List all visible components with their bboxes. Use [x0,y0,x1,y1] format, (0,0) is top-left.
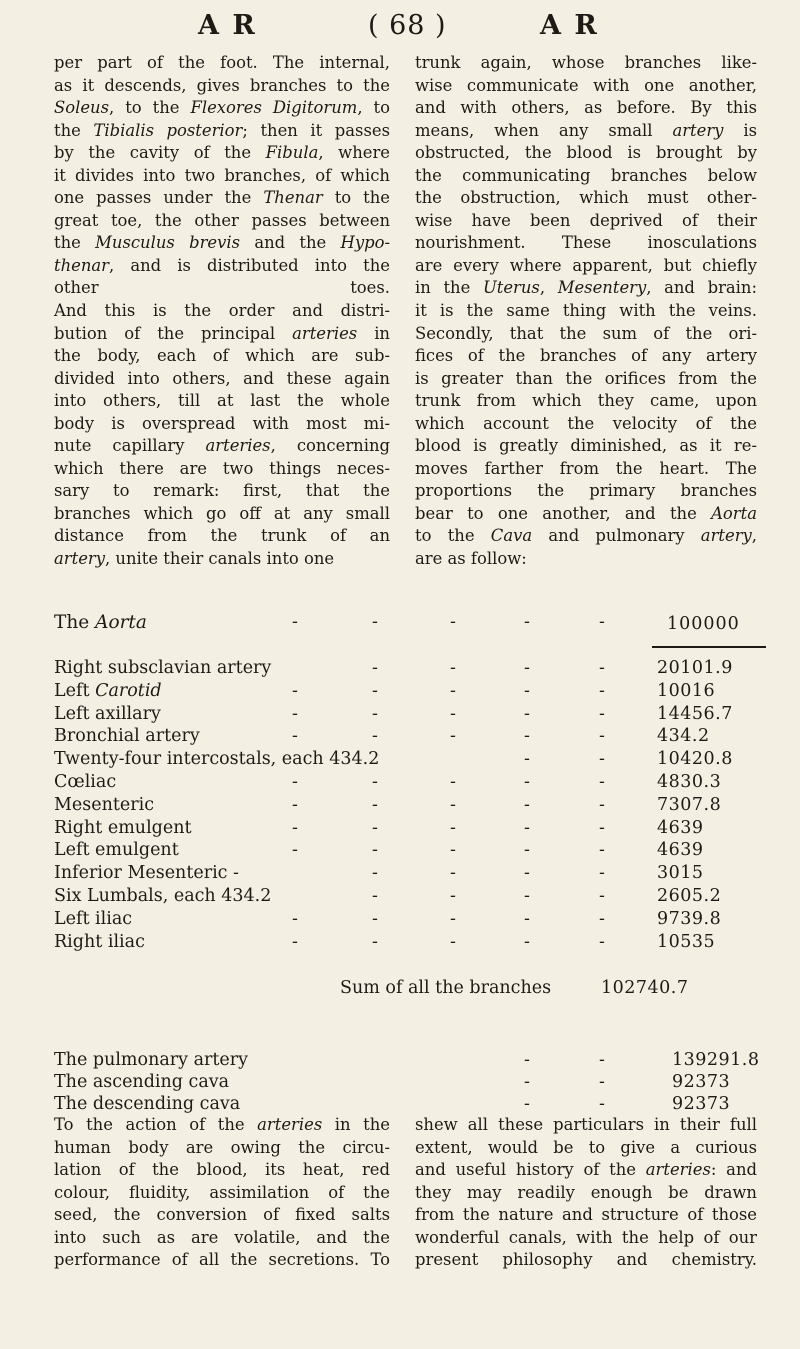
branch-label: Mesenteric [54,794,155,815]
leader-dash: - [599,885,605,906]
text-segment: wise have been deprived of their [415,210,757,230]
text-segment: are as follow: [415,549,527,569]
branch-label: Bronchial artery [54,726,200,747]
vessel-label: The descending cava [54,1094,241,1114]
text-segment: other toes. [54,278,390,298]
text-segment: they may readily enough be drawn [415,1182,757,1202]
branch-value: 10016 [657,680,716,701]
leader-dash: - [524,817,530,838]
leader-dash: - [524,840,530,861]
text-line [54,1137,390,1160]
leader-dash: - [524,658,530,678]
leader-dash: - [372,863,378,884]
text-line [415,1137,757,1160]
italic-term: artery [54,549,105,569]
branch-label: Twenty-four intercostals, each 434.2 [54,749,380,770]
leader-dash: - [372,680,378,701]
text-line [54,1159,390,1182]
text-segment: which there are two things neces- [54,458,390,478]
text-segment: , to [357,98,391,118]
text-segment: is greater than the orifices from the [415,368,757,388]
vessel-row [54,1072,774,1094]
text-line [54,97,390,120]
leader-dash: - [292,726,298,747]
text-line [54,1204,390,1227]
branch-row [54,840,774,863]
vessel-row [54,1094,774,1116]
text-segment: the [54,120,94,140]
leader-dash: - [450,885,456,906]
text-segment: is [723,120,757,140]
text-segment: as it descends, gives branches to the [54,75,390,95]
leader-dash: - [292,703,298,724]
text-line [54,1249,390,1272]
branch-value: 10420.8 [657,749,733,770]
branch-value: 10535 [657,931,716,952]
text-segment: per part of the foot. The internal, [54,53,390,72]
text-segment: to the [322,188,390,208]
leader-dash: - [372,840,378,861]
leader-dash: - [599,658,605,678]
text-line [415,120,757,143]
italic-term: Hypo- [340,233,390,253]
leader-dash: - [524,680,530,701]
text-line [54,165,390,188]
text-line [54,548,390,571]
italic-term: artery [700,526,752,546]
branch-value: 20101.9 [657,658,733,678]
italic-term: Tibialis posterior [93,120,243,140]
leader-dash: - [450,794,456,815]
text-segment: one passes under the [54,188,264,208]
text-line [54,345,390,368]
text-line [54,142,390,165]
leader-dash: - [292,840,298,861]
italic-term: Mesentery [557,278,647,298]
leader-dash: - [450,726,456,747]
text-segment: moves farther from the heart. The [415,458,757,478]
text-segment: sary to remark: first, that the [54,481,390,501]
text-line [415,255,757,278]
branch-row [54,704,774,727]
text-segment: : and [710,1160,757,1179]
leader-dash: - [599,726,605,747]
leader-dash: - [450,817,456,838]
text-segment: the communicating branches below [415,165,757,185]
text-segment: shew all these particulars in their full [415,1115,757,1134]
leader-dash: - [292,817,298,838]
text-segment: the [54,233,96,253]
italic-term: arteries [205,436,271,456]
text-segment: , [539,278,558,298]
leader-dash: - [450,771,456,792]
text-segment: obstructed, the blood is brought by [415,143,757,163]
text-line [54,300,390,323]
leader-dash: - [599,749,605,770]
leader-dash: - [450,680,456,701]
text-line [54,232,390,255]
branch-value: 9739.8 [657,908,722,929]
text-line [415,1204,757,1227]
leader-dash: - [599,1050,605,1070]
branch-row [54,886,774,909]
branch-row [54,681,774,704]
leader-dash: - [524,612,530,632]
text-line [54,210,390,233]
aorta-label-italic: Aorta [95,612,147,633]
leader-dash: - [450,908,456,929]
text-line [415,548,757,571]
text-line [54,390,390,413]
branch-row [54,818,774,841]
text-segment: bution of the principal [54,323,293,343]
sum-label: Sum of all the branches [340,978,552,998]
text-segment: from the nature and structure of those [415,1205,757,1224]
bottom-left-column [54,1114,390,1272]
text-line [415,323,757,346]
branch-value: 2605.2 [657,885,722,906]
italic-term: Thenar [263,188,323,208]
leader-dash: - [599,863,605,884]
leader-dash: - [524,749,530,770]
text-line [415,1182,757,1205]
text-line [415,232,757,255]
leader-dash: - [372,794,378,815]
italic-term: Musculus brevis [95,233,241,253]
leader-dash: - [524,1050,530,1070]
aorta-label-prefix: The [54,612,96,633]
text-segment: it divides into two branches, of which [54,165,390,185]
text-segment: And this is the order and distri- [54,301,390,321]
text-segment: and the [240,233,341,253]
leader-dash: - [599,680,605,701]
leader-dash: - [524,863,530,884]
leader-dash: - [599,840,605,861]
branch-row [54,795,774,818]
italic-term: arteries [645,1160,711,1179]
text-line [415,458,757,481]
leader-dash: - [292,680,298,701]
text-line [415,300,757,323]
header-left: A R [198,10,257,41]
leader-dash: - [292,612,298,632]
text-line [415,525,757,548]
branch-label: Inferior Mesenteric - [54,863,239,884]
text-segment: fices of the branches of any artery [415,346,757,366]
text-line [415,1249,757,1272]
vessel-value: 92373 [672,1094,731,1114]
text-line [415,480,757,503]
italic-term: Fibula [265,143,319,163]
italic-term: artery [672,120,724,140]
text-segment: into others, till at last the whole [54,391,390,411]
leader-dash: - [524,771,530,792]
text-segment: lation of the blood, its heat, red [54,1160,390,1179]
page-number: ( 68 ) [368,10,447,41]
text-line [54,503,390,526]
leader-dash: - [372,658,378,678]
text-segment: the body, each of which are sub- [54,346,390,366]
branch-row [54,909,774,932]
leader-dash: - [372,726,378,747]
branch-row [54,749,774,772]
branch-value: 7307.8 [657,794,722,815]
text-segment: great toe, the other passes between [54,210,390,230]
branch-label: Left iliac [54,908,133,929]
branch-label: Left emulgent [54,840,179,861]
leader-dash: - [599,771,605,792]
vessel-label: The pulmonary artery [54,1050,249,1070]
text-segment: divided into others, and these again [54,368,390,388]
text-segment: To the action of the [54,1115,258,1134]
text-line [415,277,757,300]
leader-dash: - [372,931,378,952]
branch-value: 14456.7 [657,703,733,724]
text-segment: by the cavity of the [54,143,266,163]
text-line [415,1114,757,1137]
text-line [54,1182,390,1205]
text-segment: and with others, as before. By this [415,98,757,118]
leader-dash: - [372,771,378,792]
leader-dash: - [292,908,298,929]
text-line [415,413,757,436]
bottom-right-column [415,1114,757,1272]
text-segment: distance from the trunk of an [54,526,390,546]
text-line [415,97,757,120]
leader-dash: - [524,931,530,952]
text-segment: , where [318,143,390,163]
text-segment: in the [415,278,483,298]
text-line [54,187,390,210]
text-segment: to the [415,526,491,546]
text-line [54,120,390,143]
leader-dash: - [599,703,605,724]
text-line [54,458,390,481]
italic-term: Uterus [482,278,540,298]
text-line [415,142,757,165]
branch-label: Right iliac [54,931,145,952]
text-segment: , concerning [270,436,390,456]
leader-dash: - [372,885,378,906]
text-segment: are every where apparent, but chiefly [415,255,757,275]
leader-dash: - [599,612,605,632]
text-line [54,323,390,346]
branch-value: 434.2 [657,726,710,747]
branch-value: 4639 [657,817,704,838]
leader-dash: - [372,817,378,838]
text-segment: in [357,323,390,343]
text-segment: human body are owing the circu- [54,1137,390,1157]
running-header [0,10,800,44]
branch-value: 3015 [657,863,704,884]
italic-term: arteries [292,323,358,343]
aorta-underline [652,646,766,648]
branch-label: Right emulgent [54,817,192,838]
leader-dash: - [524,885,530,906]
text-segment: into such as are volatile, and the [54,1227,390,1247]
text-line [415,165,757,188]
text-segment: wonderful canals, with the help of our [415,1227,757,1247]
vessel-label: The ascending cava [54,1072,230,1092]
branch-value: 4830.3 [657,771,722,792]
leader-dash: - [524,703,530,724]
left-column [54,52,390,571]
text-segment: trunk again, whose branches like- [415,53,757,72]
leader-dash: - [292,771,298,792]
text-line [415,368,757,391]
text-segment: seed, the conversion of fixed salts [54,1205,390,1224]
text-line [415,1227,757,1250]
italic-term: thenar [54,255,110,275]
aorta-label [54,612,147,633]
branch-label [54,681,162,701]
text-segment: nute capillary [54,436,206,456]
branch-label: Cœliac [54,771,117,792]
leader-dash: - [524,1072,530,1092]
text-segment: , [751,526,758,546]
leader-dash: - [599,908,605,929]
text-segment: Secondly, that the sum of the ori- [415,323,757,343]
text-line [415,435,757,458]
branch-row [54,726,774,749]
text-line [415,503,757,526]
leader-dash: - [372,703,378,724]
leader-dash: - [450,840,456,861]
aorta-value: 100000 [667,614,740,634]
leader-dash: - [450,703,456,724]
text-line [54,277,390,300]
branch-row [54,863,774,886]
text-segment: branches which go off at any small [54,503,390,523]
right-column [415,52,757,571]
leader-dash: - [524,908,530,929]
italic-term: Aorta [711,503,757,523]
leader-dash: - [524,794,530,815]
text-line [54,413,390,436]
sum-value: 102740.7 [601,978,689,998]
text-segment: wise communicate with one another, [415,75,757,95]
branch-value: 4639 [657,840,704,861]
text-line [415,1159,757,1182]
text-segment: ; then it passes [242,120,390,140]
leader-dash: - [450,863,456,884]
leader-dash: - [372,908,378,929]
text-segment: , to the [109,98,191,118]
text-line [415,75,757,98]
header-right: A R [540,10,599,41]
text-segment: nourishment. These inosculations [415,233,757,253]
text-line [415,210,757,233]
text-segment: present philosophy and chemistry. [415,1250,757,1269]
leader-dash: - [450,612,456,632]
branch-label: Left axillary [54,703,161,724]
branch-row [54,658,774,681]
text-line [54,435,390,458]
vessel-value: 139291.8 [672,1050,760,1070]
aorta-row [54,612,774,638]
text-segment: it is the same thing with the veins. [415,301,757,321]
text-segment: the obstruction, which must other- [415,188,757,208]
pulmonary-cava-list [54,1050,774,1116]
branch-label-prefix: Left [54,680,96,701]
text-segment: and useful history of the [415,1160,646,1179]
text-segment: bear to one another, and the [415,503,712,523]
leader-dash: - [599,931,605,952]
text-segment: in the [322,1115,391,1134]
leader-dash: - [524,1094,530,1114]
text-line [415,187,757,210]
text-line [54,52,390,75]
text-line [54,1227,390,1250]
text-line [54,75,390,98]
text-segment: body is overspread with most mi- [54,413,390,433]
text-segment: which account the velocity of the [415,413,757,433]
text-line [54,368,390,391]
text-segment: , and is distributed into the [109,255,390,275]
text-segment: extent, would be to give a curious [415,1137,757,1157]
italic-term: Soleus [54,98,110,118]
branch-label: Right subsclavian artery [54,658,272,678]
text-segment: and pulmonary [532,526,701,546]
leader-dash: - [450,658,456,678]
text-line [54,480,390,503]
branch-label-italic: Carotid [95,680,162,701]
branch-label: Six Lumbals, each 434.2 [54,885,272,906]
leader-dash: - [599,1094,605,1114]
text-line [415,345,757,368]
leader-dash: - [599,794,605,815]
text-line [54,255,390,278]
branch-list [54,658,774,954]
leader-dash: - [599,817,605,838]
text-segment: , unite their canals into one [105,549,335,569]
leader-dash: - [450,931,456,952]
leader-dash: - [524,726,530,747]
text-segment: blood is greatly diminished, as it re- [415,436,757,456]
vessel-row [54,1050,774,1072]
text-segment: proportions the primary branches [415,481,757,501]
vessel-value: 92373 [672,1072,731,1092]
text-segment: trunk from which they came, upon [415,391,757,411]
text-line [54,1114,390,1137]
text-line [415,390,757,413]
leader-dash: - [292,794,298,815]
text-segment: colour, fluidity, assimilation of the [54,1182,390,1202]
italic-term: arteries [257,1115,323,1134]
leader-dash: - [292,931,298,952]
text-segment: performance of all the secretions. To [54,1250,390,1269]
italic-term: Cava [490,526,533,546]
branch-row [54,932,774,955]
italic-term: Flexores Digitorum [190,98,358,118]
branch-row [54,772,774,795]
text-segment: means, when any small [415,120,673,140]
text-line [415,52,757,75]
text-segment: , and brain: [646,278,757,298]
leader-dash: - [599,1072,605,1092]
leader-dash: - [372,612,378,632]
text-line [54,525,390,548]
